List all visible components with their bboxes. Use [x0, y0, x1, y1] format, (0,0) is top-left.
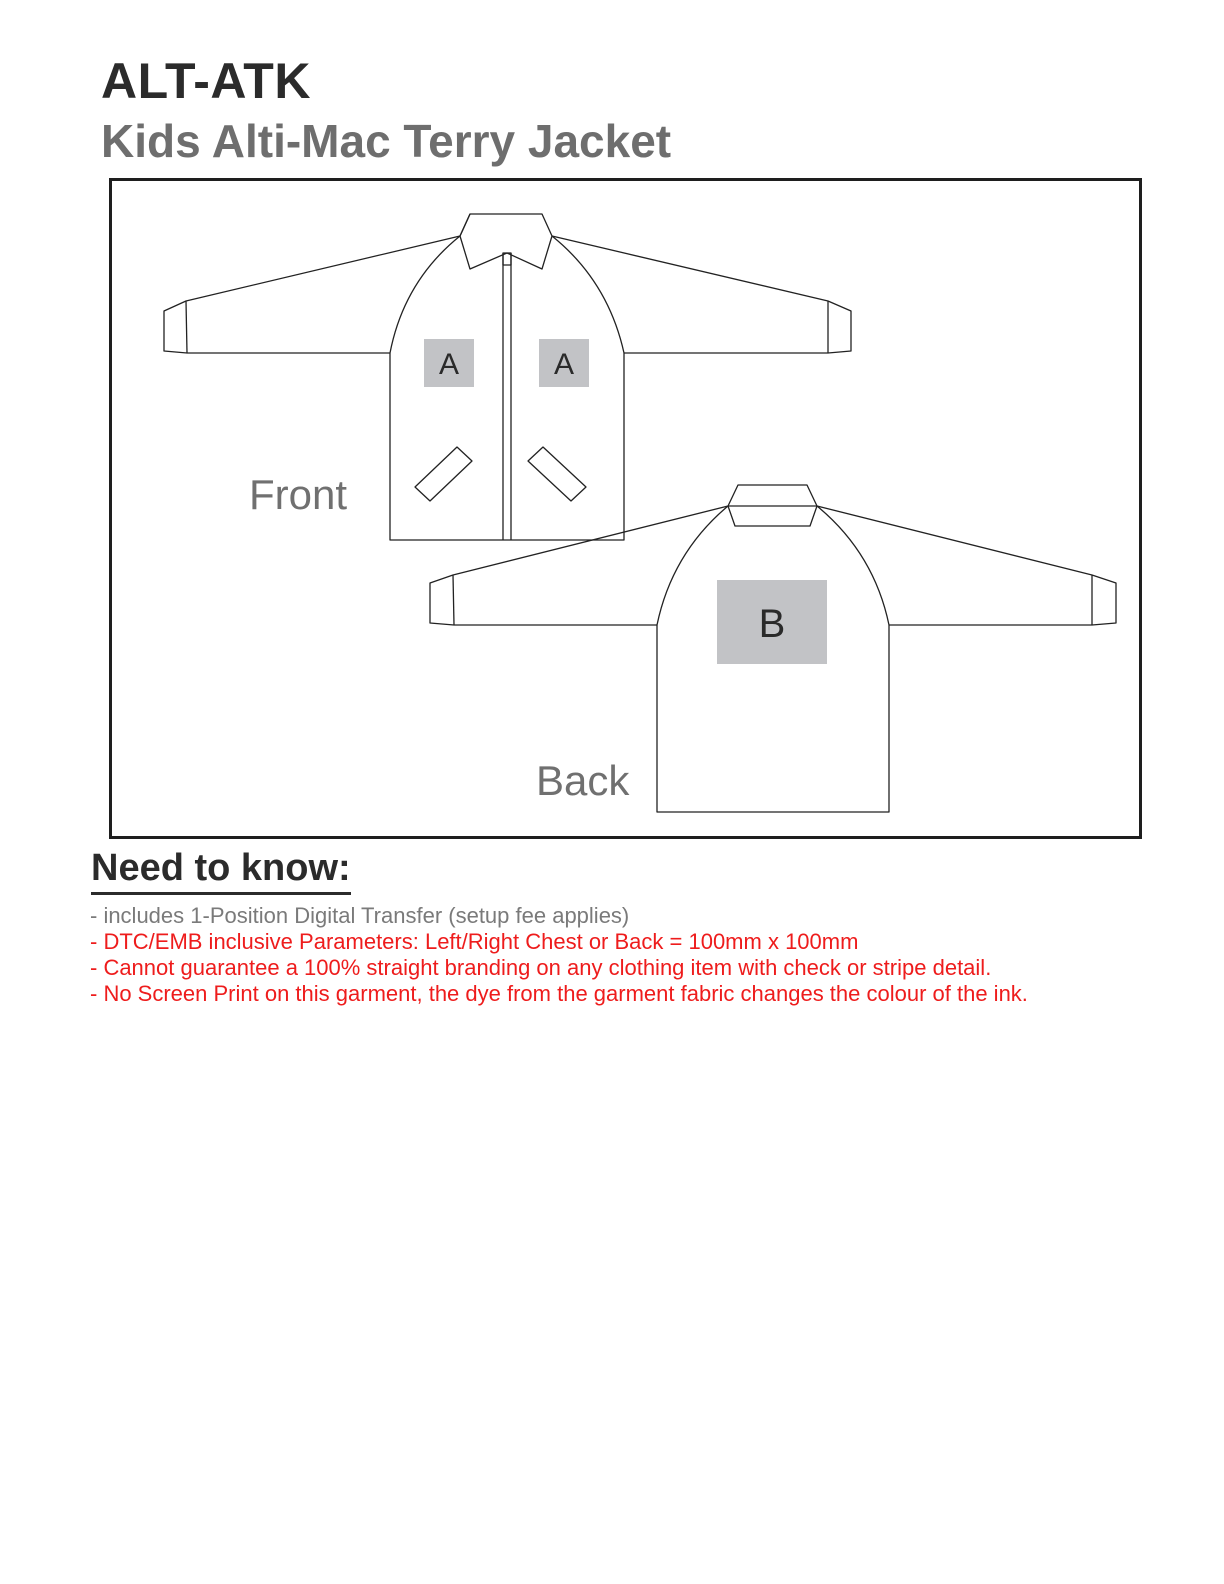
- note-item: - includes 1-Position Digital Transfer (setup fee applies): [90, 903, 630, 928]
- front-collar: [460, 214, 552, 269]
- front-left-pocket: [415, 447, 472, 501]
- front-right-sleeve: [552, 236, 851, 353]
- jacket-illustration: [112, 181, 1139, 836]
- note-item: - No Screen Print on this garment, the dye from the garment fabric changes the colour of the ink.: [90, 981, 1028, 1006]
- front-left-sleeve: [164, 236, 460, 353]
- back-left-sleeve: [430, 506, 728, 625]
- product-code: ALT-ATK: [101, 53, 311, 109]
- zone-b-label: B: [758, 602, 786, 646]
- front-label: Front: [249, 471, 348, 518]
- back-label: Back: [536, 757, 630, 804]
- product-name: Kids Alti-Mac Terry Jacket: [101, 115, 672, 167]
- note-item: - Cannot guarantee a 100% straight branding on any clothing item with check or stripe detail.: [90, 955, 992, 980]
- note-item: - DTC/EMB inclusive Parameters: Left/Right Chest or Back = 100mm x 100mm: [90, 929, 859, 954]
- need-to-know-list: [90, 903, 1028, 1007]
- zone-a-left-label: A: [438, 348, 460, 381]
- need-to-know-heading: Need to know:: [91, 848, 351, 895]
- back-right-sleeve: [817, 506, 1116, 625]
- front-right-pocket: [528, 447, 586, 501]
- garment-diagram: [109, 178, 1142, 839]
- zone-a-right-label: A: [553, 348, 575, 381]
